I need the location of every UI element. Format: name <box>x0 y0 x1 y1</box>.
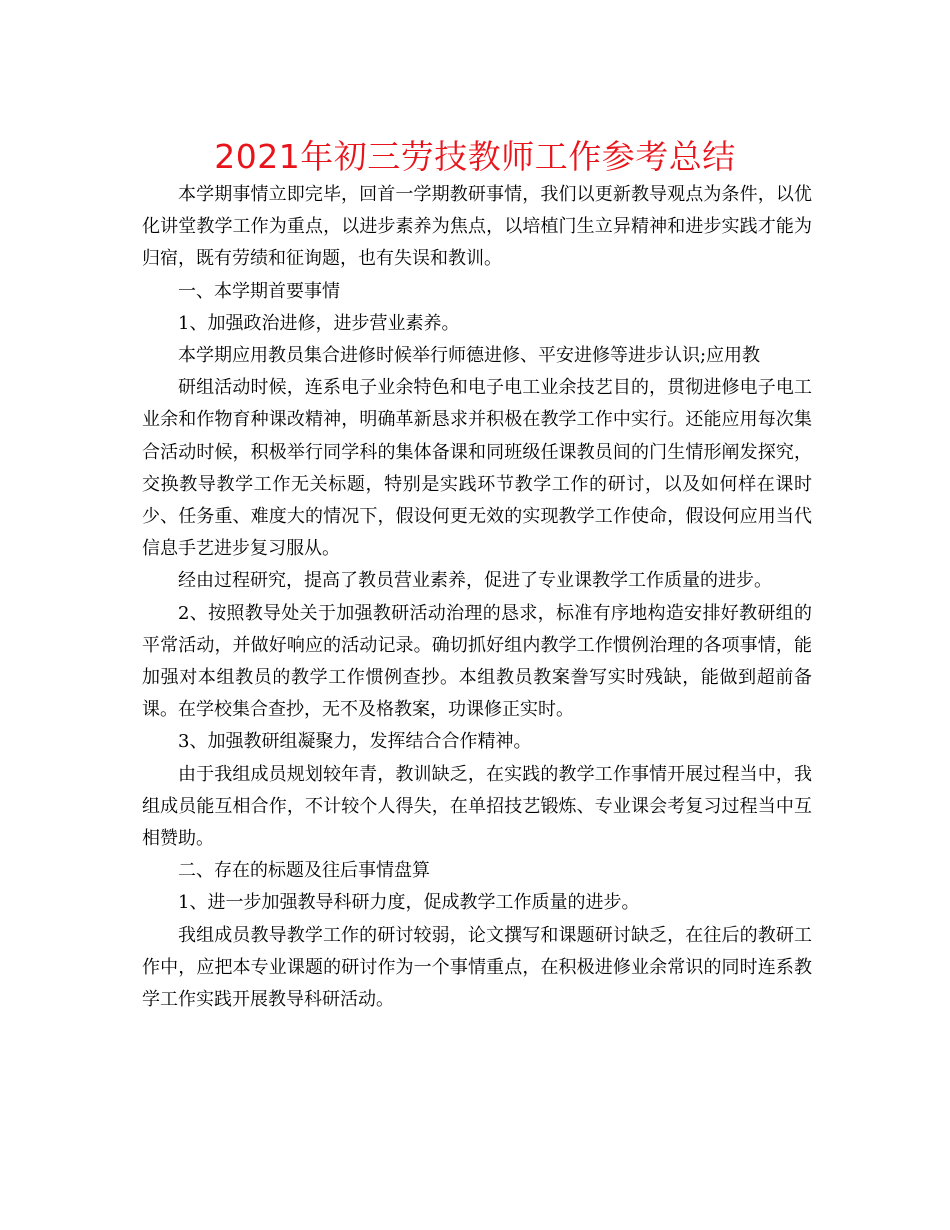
paragraph-cooperation: 由于我组成员规划较年青，教训缺乏，在实践的教学工作事情开展过程当中，我组成员能互相合作，不计较个人得失，在单招技艺锻炼、专业课会考复习过程当中互相赞助。 <box>142 763 812 850</box>
paragraph-research-result: 经由过程研究，提高了教员营业素养，促进了专业课教学工作质量的进步。 <box>178 570 772 592</box>
paragraph-management: 2、按照教导处关于加强教研活动治理的恳求，标准有序地构造安排好教研组的平常活动，并做好响应的活动记录。确切抓好组内教学工作惯例治理的各项事情，能加强对本组教员的教学工作惯例查抄。本组教员教案誊写实时残缺，能做到超前备课。在学校集合查抄，无不及格教案，功课修正实时。 <box>142 602 812 721</box>
subheading-political-study: 1、加强政治进修，进步营业素养。 <box>178 312 460 334</box>
paragraph-future-plan: 我组成员教导教学工作的研讨较弱，论文撰写和课题研讨缺乏，在往后的教研工作中，应把本专业课题的研讨作为一个事情重点，在积极进修业余常识的同时连系教学工作实践开展教导科研活动。 <box>142 924 812 1011</box>
document-body <box>142 179 812 1016</box>
section-heading-main-work: 一、本学期首要事情 <box>178 280 340 302</box>
subheading-research-strength: 1、进一步加强教导科研力度，促成教学工作质量的进步。 <box>178 892 640 914</box>
subheading-cohesion: 3、加强教研组凝聚力，发挥结合合作精神。 <box>178 731 532 753</box>
paragraph-teaching-research: 研组活动时候，连系电子业余特色和电子电工业余技艺目的，贯彻进修电子电工业余和作物育种课改精神，明确革新恳求并积极在教学工作中实行。还能应用每次集合活动时候，积极举行同学科的集体备课和同班级任课教员间的门生情形阐发探究，交换教导教学工作无关标题，特别是实践环节教学工作的研讨，以及如何样在课时少、任务重、难度大的情况下，假设何更无效的实现教学工作使命，假设何应用当代信息手艺进步复习服从。 <box>142 377 812 560</box>
paragraph-intro: 本学期事情立即完毕，回首一学期教研事情，我们以更新教导观点为条件，以优化讲堂教学工作为重点，以进步素养为焦点，以培植门生立异精神和进步实践才能为归宿，既有劳绩和征询题，也有失误和教训。 <box>142 184 812 270</box>
document-title: 2021年初三劳技教师工作参考总结 <box>214 137 736 176</box>
paragraph-study-time: 本学期应用教员集合进修时候举行师德进修、平安进修等进步认识;应用教 <box>178 345 761 367</box>
section-heading-problems: 二、存在的标题及往后事情盘算 <box>178 860 430 882</box>
